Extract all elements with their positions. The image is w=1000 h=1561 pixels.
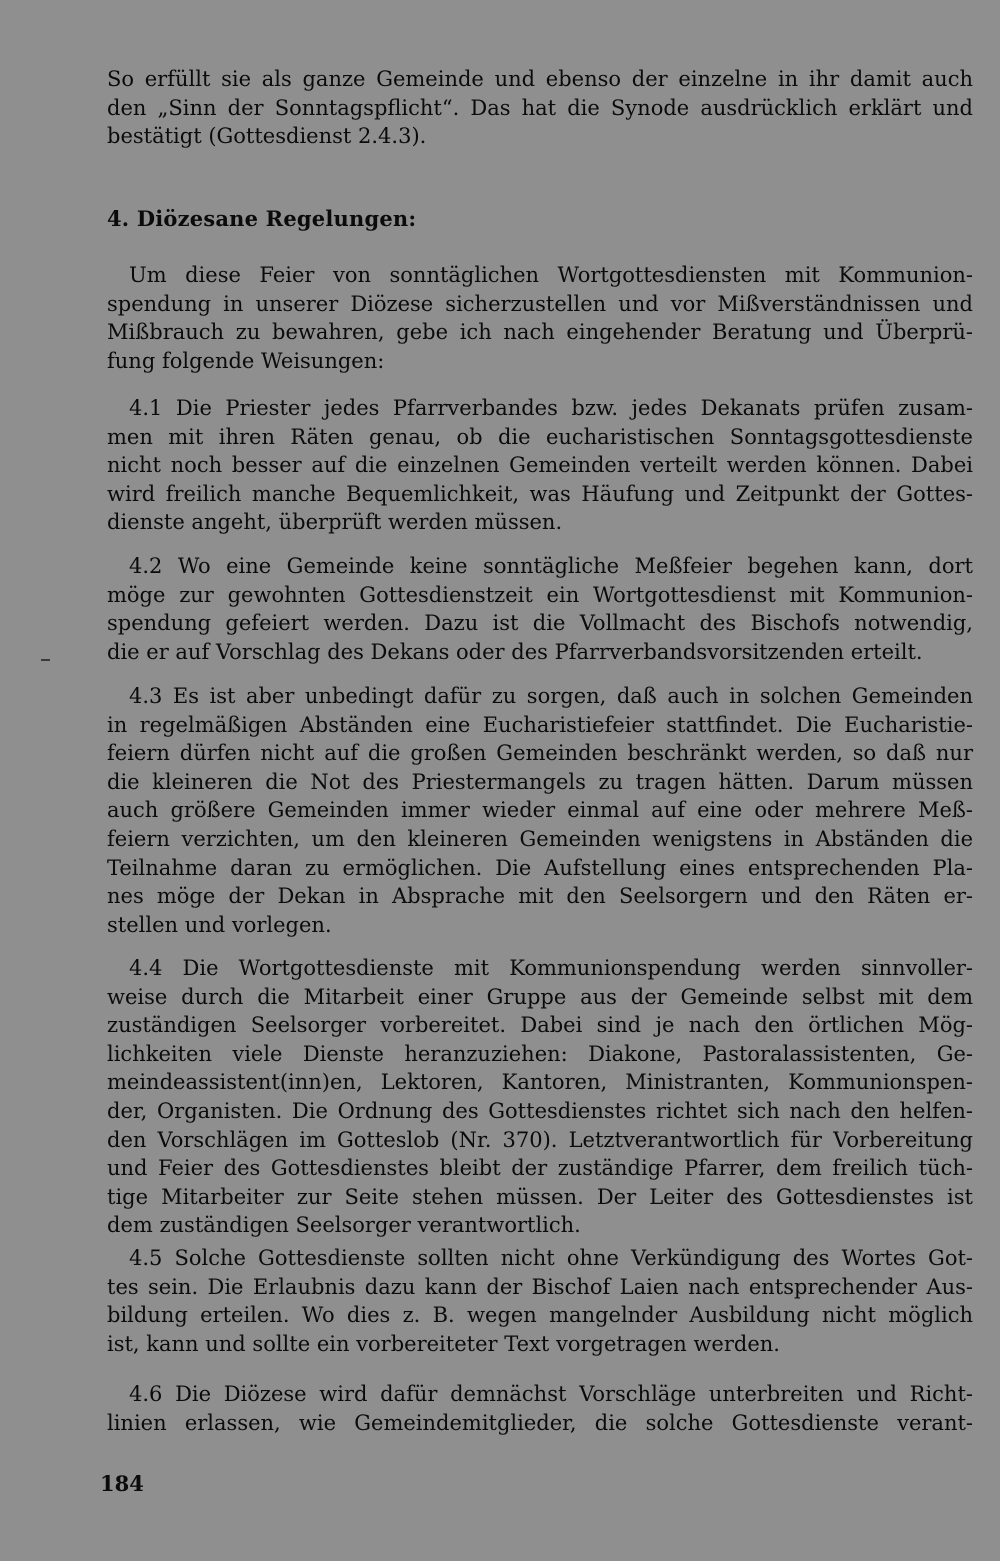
text-line: ist, kann und sollte ein vorbereiteter Text vorgetragen werden. xyxy=(107,1331,780,1356)
text-line: stellen und vorlegen. xyxy=(107,912,332,937)
text-line: spendung in unserer Diözese sicherzustellen und vor Mißverständnissen und xyxy=(107,291,973,316)
text-line: feiern verzichten, um den kleineren Gemeinden wenigstens in Abständen die xyxy=(107,826,973,851)
text-line: 4.2 Wo eine Gemeinde keine sonntägliche Meßfeier begehen kann, dort xyxy=(129,554,973,578)
text-line: Um diese Feier von sonntäglichen Wortgottesdiensten mit Kommunion- xyxy=(129,263,973,287)
text-line: die kleineren die Not des Priestermangels zu tragen hätten. Darum müssen xyxy=(107,769,973,794)
text-line: 4.1 Die Priester jedes Pfarrverbandes bzw. jedes Dekanats prüfen zusam- xyxy=(129,396,973,420)
text-line: 4.4 Die Wortgottesdienste mit Kommunionspendung werden sinnvoller- xyxy=(129,956,973,980)
text-line: 4.3 Es ist aber unbedingt dafür zu sorgen, daß auch in solchen Gemeinden xyxy=(129,684,973,708)
text-line: fung folgende Weisungen: xyxy=(107,348,385,373)
intro-paragraph xyxy=(107,65,973,151)
text-line: dienste angeht, überprüft werden müssen. xyxy=(107,510,563,535)
text-line: der, Organisten. Die Ordnung des Gottesdienstes richtet sich nach den helfen- xyxy=(107,1098,973,1123)
section-intro-paragraph xyxy=(107,261,973,375)
text-line: wird freilich manche Bequemlichkeit, was Häufung und Zeitpunkt der Gottes- xyxy=(107,481,973,506)
rule-4-4-paragraph xyxy=(107,954,973,1240)
rule-4-1-paragraph xyxy=(107,394,973,537)
rule-4-6-paragraph xyxy=(107,1380,973,1437)
text-line: zuständigen Seelsorger vorbereitet. Dabei sind je nach den örtlichen Mög- xyxy=(107,1013,973,1038)
text-line: 4.5 Solche Gottesdienste sollten nicht ohne Verkündigung des Wortes Got- xyxy=(129,1246,973,1270)
text-line: bildung erteilen. Wo dies z. B. wegen mangelnder Ausbildung nicht möglich xyxy=(107,1303,973,1328)
text-line: tige Mitarbeiter zur Seite stehen müssen. Der Leiter des Gottesdienstes ist xyxy=(107,1184,973,1209)
text-line: Teilnahme daran zu ermöglichen. Die Aufstellung eines entsprechenden Pla- xyxy=(107,855,973,880)
text-line: Mißbrauch zu bewahren, gebe ich nach eingehender Beratung und Überprü- xyxy=(107,320,973,345)
text-line: tes sein. Die Erlaubnis dazu kann der Bischof Laien nach entsprechender Aus- xyxy=(107,1274,973,1299)
rule-4-2-paragraph xyxy=(107,552,973,666)
text-line: dem zuständigen Seelsorger verantwortlich. xyxy=(107,1213,581,1238)
text-line: linien erlassen, wie Gemeindemitglieder, die solche Gottesdienste verant- xyxy=(107,1410,973,1435)
text-line: nes möge der Dekan in Absprache mit den Seelsorgern und den Räten er- xyxy=(107,884,973,909)
section-heading: 4. Diözesane Regelungen: xyxy=(107,206,417,231)
text-line: lichkeiten viele Dienste heranzuziehen: Diakone, Pastoralassistenten, Ge- xyxy=(107,1041,973,1066)
text-line: die er auf Vorschlag des Dekans oder des Pfarrverbandsvorsitzenden erteilt. xyxy=(107,639,923,664)
rule-4-3-paragraph xyxy=(107,682,973,939)
page-number: 184 xyxy=(100,1471,144,1496)
text-line: den „Sinn der Sonntagspflicht“. Das hat die Synode ausdrücklich erklärt und xyxy=(107,95,973,120)
text-line: weise durch die Mitarbeit einer Gruppe aus der Gemeinde selbst mit dem xyxy=(107,984,973,1009)
text-line: spendung gefeiert werden. Dazu ist die Vollmacht des Bischofs notwendig, xyxy=(107,611,973,636)
text-line: möge zur gewohnten Gottesdienstzeit ein Wortgottesdienst mit Kommunion- xyxy=(107,582,973,607)
text-line: den Vorschlägen im Gotteslob (Nr. 370). Letztverantwortlich für Vorbereitung xyxy=(107,1127,973,1152)
text-line: auch größere Gemeinden immer wieder einmal auf eine oder mehrere Meß- xyxy=(107,798,973,823)
text-line: meindeassistent(inn)en, Lektoren, Kantoren, Ministranten, Kommunionspen- xyxy=(107,1070,973,1095)
text-line: in regelmäßigen Abständen eine Eucharistiefeier stattfindet. Die Eucharistie- xyxy=(107,712,973,737)
text-line: bestätigt (Gottesdienst 2.4.3). xyxy=(107,124,427,149)
rule-4-5-paragraph xyxy=(107,1244,973,1358)
scan-speck xyxy=(41,659,50,661)
text-line: 4.6 Die Diözese wird dafür demnächst Vorschläge unterbreiten und Richt- xyxy=(129,1382,973,1406)
text-line: und Feier des Gottesdienstes bleibt der zuständige Pfarrer, dem freilich tüch- xyxy=(107,1156,973,1181)
text-line: So erfüllt sie als ganze Gemeinde und ebenso der einzelne in ihr damit auch xyxy=(107,67,973,91)
text-line: feiern dürfen nicht auf die großen Gemeinden beschränkt werden, so daß nur xyxy=(107,741,973,766)
text-line: men mit ihren Räten genau, ob die eucharistischen Sonntagsgottesdienste xyxy=(107,424,973,449)
text-line: nicht noch besser auf die einzelnen Gemeinden verteilt werden können. Dabei xyxy=(107,453,973,478)
